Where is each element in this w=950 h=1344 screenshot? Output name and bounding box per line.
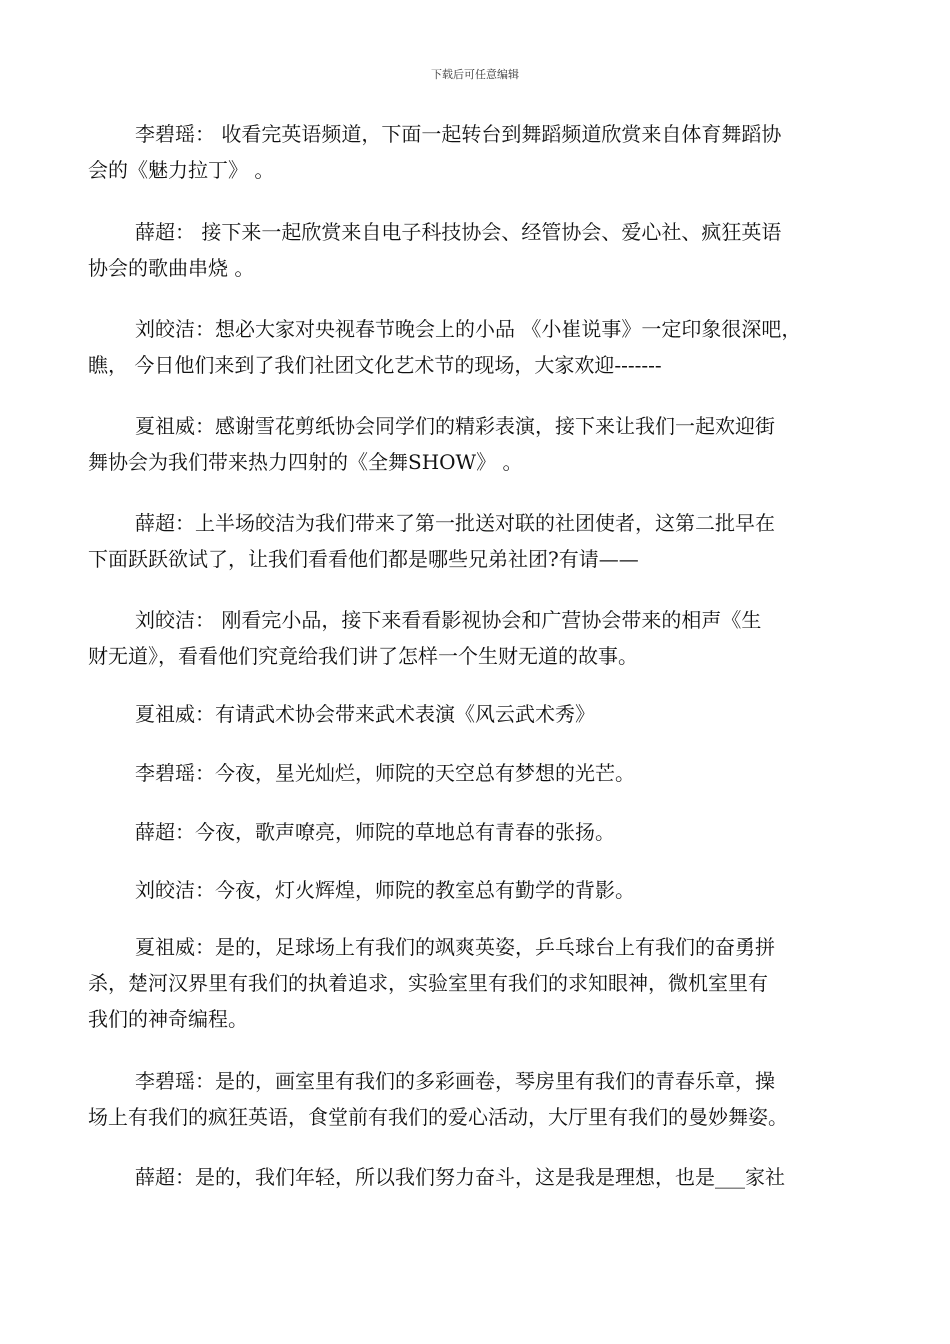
paragraph: [88, 755, 864, 791]
paragraph: [88, 696, 864, 732]
paragraph: [88, 1063, 864, 1135]
paragraph-line: 夏祖威：是的，足球场上有我们的飒爽英姿，乒乓球台上有我们的奋勇拼: [135, 935, 775, 959]
paragraph-line: 我们的神奇编程。: [88, 1007, 248, 1031]
paragraph: [88, 814, 864, 850]
paragraph-line: 李碧瑶：是的，画室里有我们的多彩画卷，琴房里有我们的青春乐章，操: [135, 1069, 775, 1093]
paragraph-line: 下面跃跃欲试了，让我们看看他们都是哪些兄弟社团?有请——: [88, 547, 639, 571]
paragraph-line: 刘皎洁： 刚看完小品，接下来看看影视协会和广营协会带来的相声《生: [135, 608, 762, 632]
paragraph: [88, 872, 864, 908]
paragraph-line: 会的《魅力拉丁》 。: [88, 158, 275, 182]
paragraph-line: 瞧， 今日他们来到了我们社团文化艺术节的现场，大家欢迎-------: [88, 353, 662, 377]
paragraph-line: 刘皎洁：今夜，灯火辉煌，师院的教室总有勤学的背影。: [135, 878, 635, 902]
paragraph-line: 夏祖威：有请武术协会带来武术表演《风云武术秀》: [135, 702, 595, 726]
paragraph: [88, 929, 864, 1037]
paragraph-line: 协会的歌曲串烧 。: [88, 256, 255, 280]
paragraph-line: 薛超： 接下来一起欣赏来自电子科技协会、经管协会、爱心社、疯狂英语: [135, 220, 782, 244]
paragraph: [88, 1159, 864, 1195]
paragraph: [88, 602, 864, 674]
paragraph-line: 场上有我们的疯狂英语，食堂前有我们的爱心活动，大厅里有我们的曼妙舞姿。: [88, 1105, 788, 1129]
paragraph-line: 舞协会为我们带来热力四射的《全舞SHOW》 。: [88, 450, 523, 474]
paragraph-line: 刘皎洁：想必大家对央视春节晚会上的小品 《小崔说事》一定印象很深吧，: [135, 317, 802, 341]
paragraph: [88, 505, 864, 577]
paragraph-line: 夏祖威：感谢雪花剪纸协会同学们的精彩表演，接下来让我们一起欢迎街: [135, 414, 775, 438]
paragraph-line: 杀，楚河汉界里有我们的执着追求，实验室里有我们的求知眼神，微机室里有: [88, 971, 768, 995]
paragraph: [88, 408, 864, 480]
paragraph-line: 薛超：上半场皎洁为我们带来了第一批送对联的社团使者，这第二批早在: [135, 511, 775, 535]
paragraph-line: 薛超：是的，我们年轻，所以我们努力奋斗，这是我是理想，也是___家社: [135, 1165, 785, 1189]
paragraph-line: 薛超：今夜，歌声嘹亮，师院的草地总有青春的张扬。: [135, 820, 615, 844]
paragraph-line: 财无道》，看看他们究竟给我们讲了怎样一个生财无道的故事。: [88, 644, 638, 668]
paragraph-line: 李碧瑶：今夜，星光灿烂，师院的天空总有梦想的光芒。: [135, 761, 635, 785]
paragraph: [88, 116, 864, 188]
paragraph: [88, 214, 864, 286]
paragraph: [88, 311, 864, 383]
page-header-note: 下载后可任意编辑: [431, 68, 519, 81]
paragraph-line: 李碧瑶： 收看完英语频道，下面一起转台到舞蹈频道欣赏来自体育舞蹈协: [135, 122, 782, 146]
